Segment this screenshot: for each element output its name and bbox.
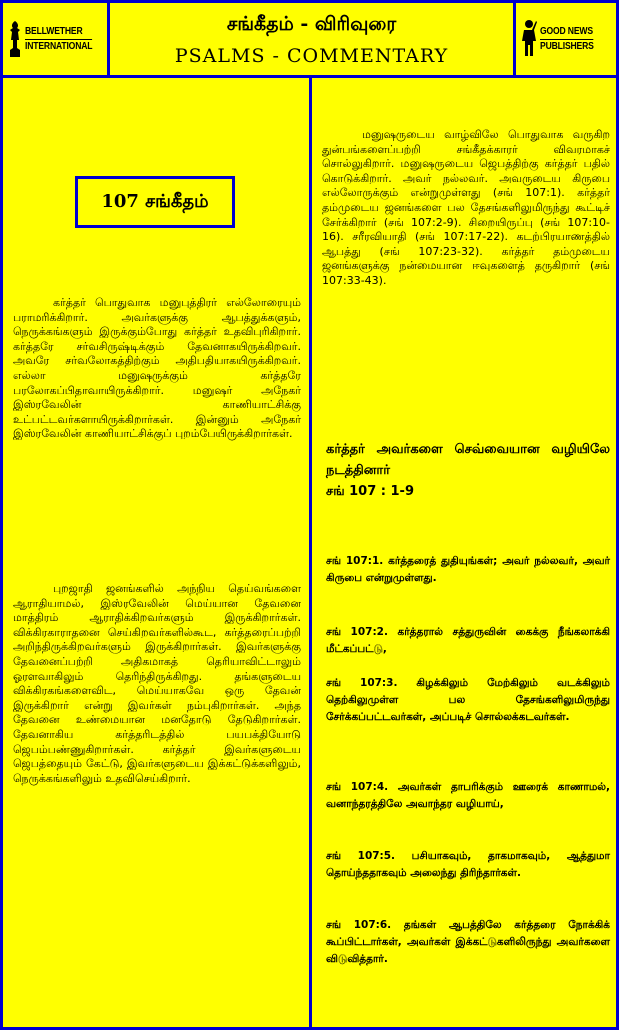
left-paragraph-1: கர்த்தர் பொதுவாக மனுபுத்திரர் எல்லோரையும் பராமரிக்கிறார். அவர்களுக்கு ஆபத்துக்களும், நெருக்கங்களும் இருக்கும்போது கர்த்தர் உதவிபுரிகிறார். கர்த்தரே சர்வசிருஷ்டிக்கும் தேவனாகயிருக்கிறவர். அவரே சர்வலோகத்திற்கும் அதிபதியாகயிருக்கிறவர். எல்லா மனுஷருக்கும் கர்த்தரே பரலோகப்பிதாவாயிருக்கிறார். மனுஷர் அநேகர் இஸ்ரவேலின் காணியாட்சிக்கு உட்பட்டவர்களாயிருக்கிறார்கள். இன்னும் அநேகர் இஸ்ரவேலின் காணியாட்சிக்குப் புறம்பேயிருக்கிறார்கள். [13, 296, 301, 441]
chapter-title: 107 சங்கீதம் [101, 190, 209, 212]
verse-107-4: சங் 107:4. அவர்கள் தாபரிக்கும் ஊரைக் காணாமல், வனாந்தரத்திலே அவாந்தர வழியாய், [326, 781, 610, 810]
chapter-title-box [75, 176, 235, 228]
good-news-logo-line2: PUBLISHERS [540, 40, 594, 52]
good-news-logo-box [513, 0, 619, 78]
good-news-logo-text [540, 25, 594, 54]
bellwether-logo [3, 3, 107, 75]
verse-107-1: சங் 107:1. கர்த்தரைத் துதியுங்கள்; அவர் நல்லவர், அவர் கிருபை என்றுமுள்ளது. [326, 555, 610, 584]
bellwether-logo-text [25, 25, 92, 54]
section-heading-text: கர்த்தர் அவர்களை செவ்வையான வழியிலே நடத்தினார் [326, 442, 610, 478]
verse-107-2: சங் 107:2. கர்த்தரால் சத்துருவின் கைக்கு நீங்கலாக்கி மீட்கப்பட்டு, [326, 626, 610, 655]
good-news-figure-icon [521, 19, 537, 59]
good-news-logo [516, 3, 616, 75]
bellwether-logo-line1: BELLWETHER [25, 25, 92, 40]
left-column [0, 75, 312, 1030]
verse-107-6: சங் 107:6. தங்கள் ஆபத்திலே கர்த்தரை நோக்கிக் கூப்பிட்டார்கள், அவர்கள் இக்கட்டுகளிலிருந்து அவர்களை விடுவித்தார். [326, 919, 610, 965]
bellwether-logo-box [0, 0, 110, 78]
verse-107-3: சங் 107:3. கிழக்கிலும் மேற்கிலும் வடக்கிலும் தெற்கிலுமுள்ள பல தேசங்களிலுமிருந்து சேர்க்கப்பட்டவர்கள், அப்படிச் சொல்லக்கடவர்கள். [326, 677, 610, 723]
good-news-logo-line1: GOOD NEWS [540, 25, 594, 40]
left-paragraph-2: புறஜாதி ஜனங்களில் அந்நிய தெய்வங்களை ஆராதியாமல், இஸ்ரவேலின் மெய்யான தேவனை மாத்திரம் ஆராதிக்கிறவர்களும் இருக்கிறார்கள். விக்கிரகாராதனை செய்கிறவர்களில்கூட, கர்த்தரைப்பற்றி அறிந்திருக்கிறவர்களும் இருக்கிறார்கள். இவர்களுக்கு தேவனைப்பற்றி அதிகமாகத் தெரியாவிட்டாலும் ஓரளவாகிலும் தெரிந்திருக்கிறது. தங்களுடைய விக்கிரகங்களைவிட, மெய்யாகவே ஒரு தேவன் இருக்கிறார் என்று இவர்கள் நம்புகிறார்கள். அந்த தேவனை உண்மையான மனதோடு தேடுகிறார்கள். தேவனாகிய கர்த்தரிடத்தில் பயபக்தியோடு ஜெபம்பண்ணுகிறார்கள். கர்த்தர் இவர்களுடைய ஜெபத்தையும் கேட்டு, இவர்களுடைய இக்கட்டுக்களிலும், நெருக்கங்களிலும் உதவிசெய்கிறார். [13, 582, 301, 785]
page-title-english: PSALMS - COMMENTARY [174, 45, 449, 67]
page-header [107, 0, 516, 78]
section-heading [326, 439, 610, 502]
page-title-tamil: சங்கீதம் - விரிவுரை [226, 13, 397, 35]
right-intro-paragraph: மனுஷருடைய வாழ்விலே பொதுவாக வருகிற துன்பங்களைப்பற்றி சங்கீதக்காரர் விவரமாகச் சொல்லுகிறார். மனுஷருடைய ஜெபத்திற்கு கர்த்தர் பதில் கொடுக்கிறார். அவர் நல்லவர். அவருடைய கிருபை எல்லோருக்கும் என்றுமுள்ளது (சங் 107:1). கர்த்தர் தம்முடைய ஜனங்களை பல தேசங்களிலுமிருந்து கூட்டிச் சேர்க்கிறார் (சங் 107:2-9). சிறையிருப்பு (சங் 107:10-16). சரீரவியாதி (சங் 107:17-22). கடற்பிரயாணத்தில் ஆபத்து (சங் 107:23-32). கர்த்தர் தம்முடைய ஜனங்களுக்கு நன்மையான ஈவுகளைத் தருகிறார் (சங் 107:33-43). [322, 128, 610, 287]
bellwether-logo-line2: INTERNATIONAL [25, 40, 93, 52]
right-column [309, 75, 619, 1030]
verse-107-5: சங் 107:5. பசியாகவும், தாகமாகவும், ஆத்துமா தொய்ந்ததாகவும் அலைந்து திரிந்தார்கள். [326, 850, 610, 879]
section-reference: சங் 107 : 1-9 [326, 484, 414, 499]
bellwether-ram-icon [8, 20, 22, 58]
